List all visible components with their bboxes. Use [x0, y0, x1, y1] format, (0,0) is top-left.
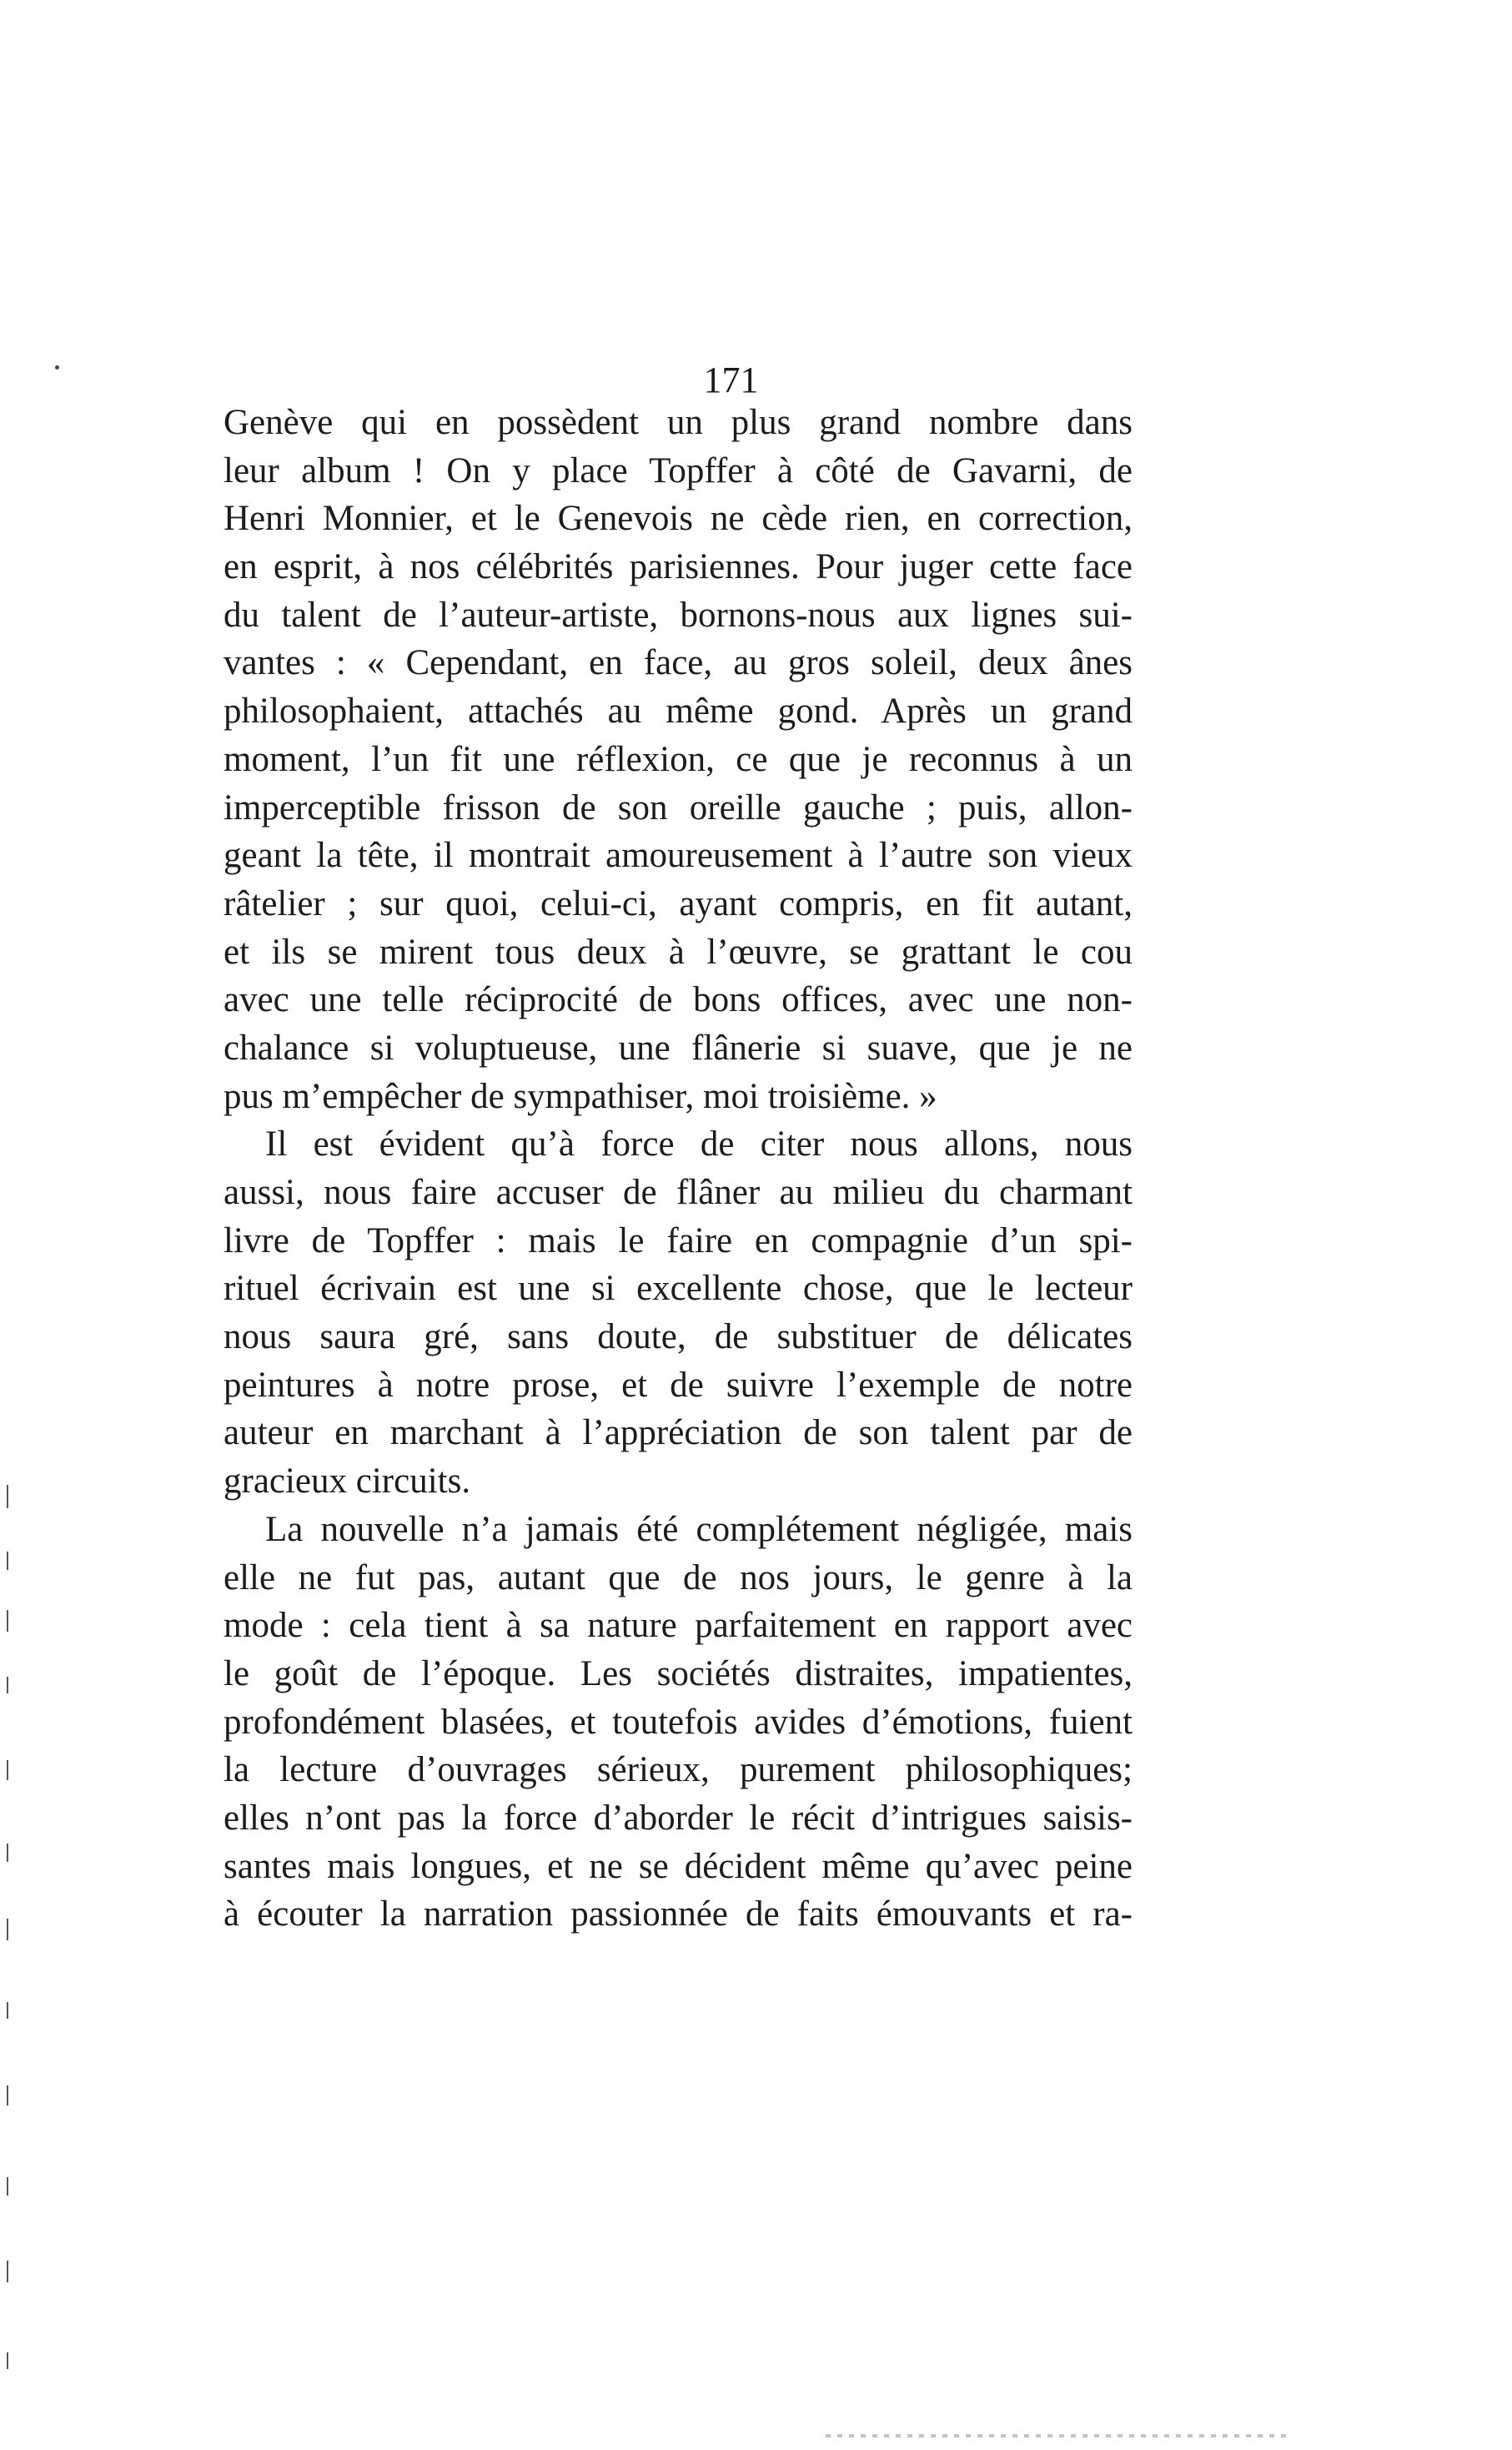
text-line: auteur en marchant à l’appréciation de son talent par de	[224, 1413, 1133, 1453]
text-line: geant la tête, il montrait amoureusement à l’autre son vieux	[224, 836, 1133, 876]
text-line: pus m’empêcher de sympathiser, moi troisième. »	[224, 1076, 937, 1116]
text-line: du talent de l’auteur-artiste, bornons-nous aux lignes sui-	[224, 595, 1133, 635]
text-line: Genève qui en possèdent un plus grand nombre dans	[224, 403, 1133, 442]
text-line: la lecture d’ouvrages sérieux, purement philosophiques;	[224, 1750, 1133, 1790]
text-line: peintures à notre prose, et de suivre l’exemple de notre	[224, 1365, 1133, 1405]
text-line: philosophaient, attachés au même gond. Après un grand	[224, 692, 1133, 732]
text-line: à écouter la narration passionnée de faits émouvants et ra-	[224, 1894, 1133, 1934]
bottom-scan-noise	[826, 2434, 1293, 2437]
text-line: La nouvelle n’a jamais été complétement négligée, mais	[265, 1509, 1133, 1549]
margin-scan-marks	[7, 1485, 12, 2402]
text-line: elles n’ont pas la force d’aborder le récit d’intrigues saisis-	[224, 1798, 1133, 1838]
scan-speck	[55, 365, 59, 370]
text-line: mode : cela tient à sa nature parfaitement en rapport avec	[224, 1606, 1133, 1646]
text-line: Il est évident qu’à force de citer nous allons, nous	[265, 1124, 1133, 1165]
text-line: le goût de l’époque. Les sociétés distraites, impatientes,	[224, 1653, 1133, 1693]
text-line: imperceptible frisson de son oreille gauche ; puis, allon-	[224, 787, 1133, 828]
text-line: nous saura gré, sans doute, de substituer de délicates	[224, 1317, 1133, 1357]
text-line: avec une telle réciprocité de bons offices, avec une non-	[224, 980, 1133, 1020]
text-line: Henri Monnier, et le Genevois ne cède rien, en correction,	[224, 499, 1133, 539]
text-line: profondément blasées, et toutefois avides d’émotions, fuient	[224, 1702, 1133, 1742]
text-line: râtelier ; sur quoi, celui-ci, ayant compris, en fit autant,	[224, 883, 1133, 923]
body-text	[224, 399, 1133, 1939]
text-line: en esprit, à nos célébrités parisiennes. Pour juger cette face	[224, 547, 1133, 587]
text-line: rituel écrivain est une si excellente chose, que le lecteur	[224, 1269, 1133, 1309]
text-line: moment, l’un fit une réflexion, ce que je reconnus à un	[224, 739, 1133, 779]
text-line: chalance si voluptueuse, une flânerie si suave, que je ne	[224, 1028, 1133, 1068]
text-line: gracieux circuits.	[224, 1461, 471, 1502]
page-number: 171	[703, 360, 759, 400]
text-line: aussi, nous faire accuser de flâner au milieu du charmant	[224, 1173, 1133, 1212]
text-line: santes mais longues, et ne se décident même qu’avec peine	[224, 1846, 1133, 1886]
text-line: vantes : « Cependant, en face, au gros soleil, deux ânes	[224, 643, 1133, 683]
text-line: et ils se mirent tous deux à l’œuvre, se grattant le cou	[224, 932, 1133, 972]
text-line: leur album ! On y place Topffer à côté de Gavarni, de	[224, 450, 1133, 491]
text-line: livre de Topffer : mais le faire en compagnie d’un spi-	[224, 1220, 1133, 1260]
text-line: elle ne fut pas, autant que de nos jours, le genre à la	[224, 1557, 1133, 1597]
